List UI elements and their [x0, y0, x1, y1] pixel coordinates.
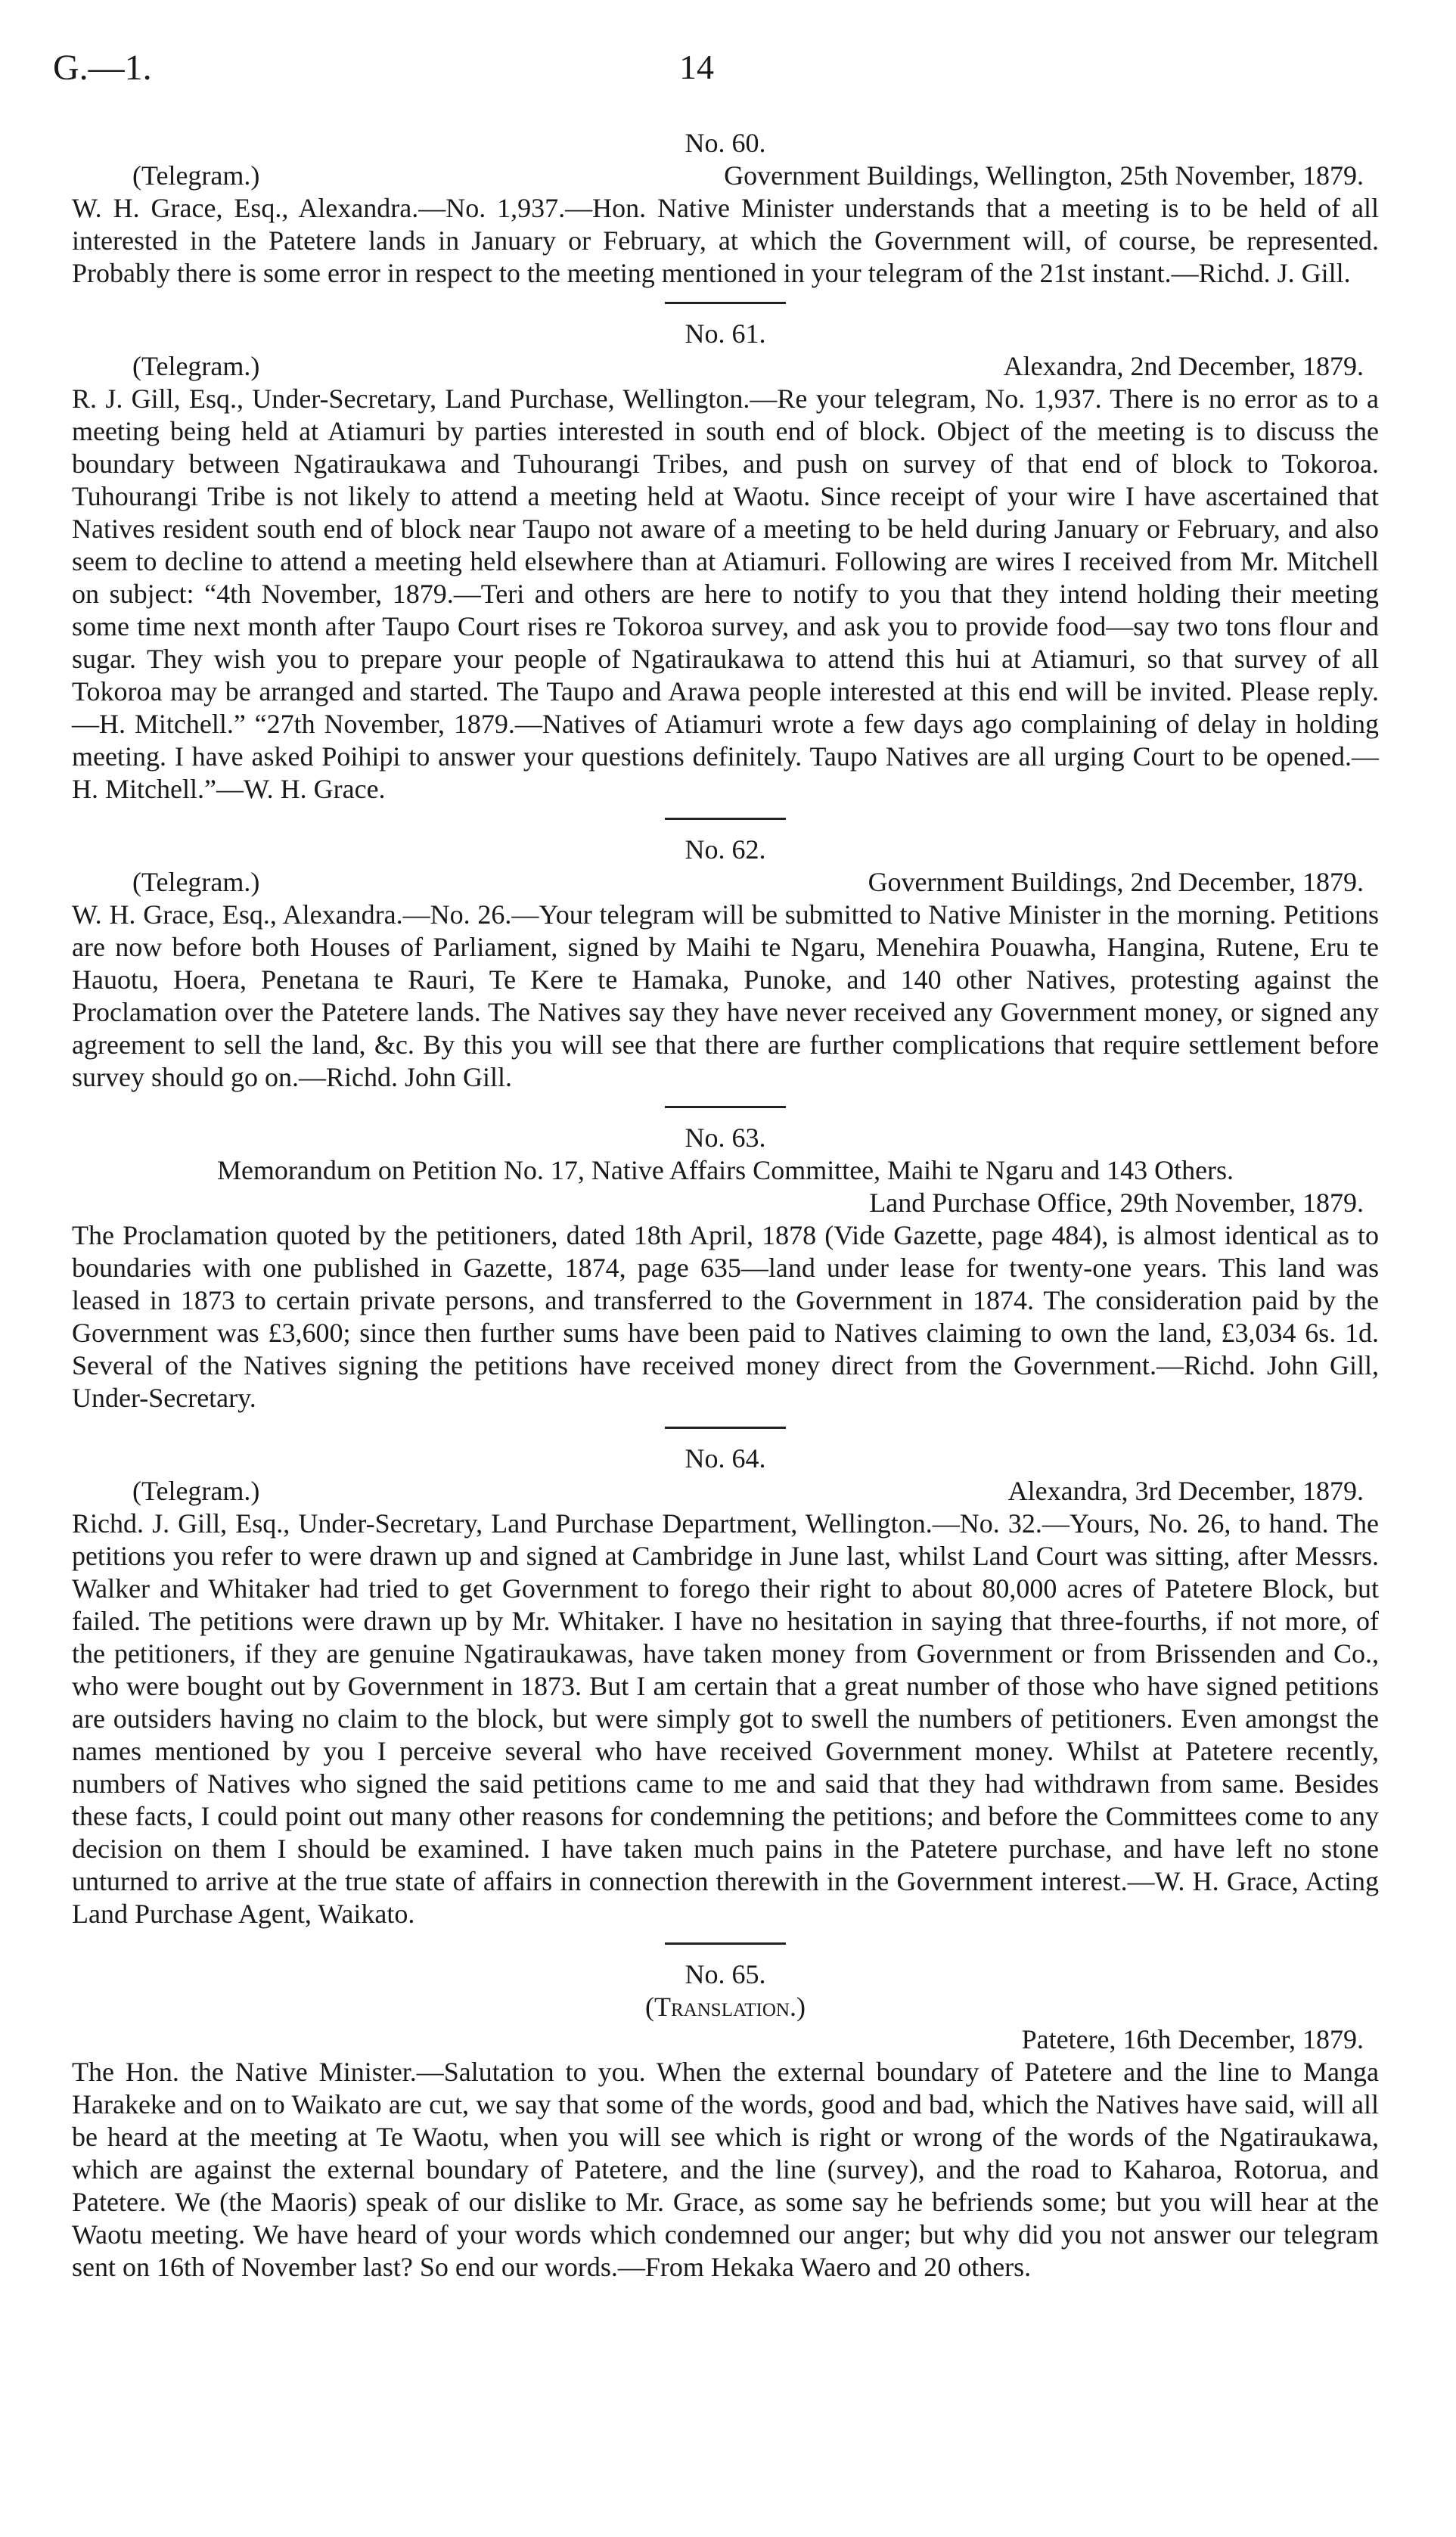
entry-60	[72, 127, 1379, 290]
entry-number: No. 63.	[685, 1123, 766, 1153]
entry-text: The Hon. the Native Minister.—Salutation to you. When the external boundary of Patetere and the line to Manga Harakeke and on to Waikato are cut, we say that some of the words, good and bad, which the Natives have said, will all be heard at the meeting at Te Waotu, when you will see which is right or wrong of the words of the Ngatiraukawa, which are against the external boundary of Patetere, and the line (survey), and the road to Kaharoa, Rotorua, and Patetere. We (the Maoris) speak of our dislike to Mr. Grace, as some say he befriends some; but you will hear at the Waotu meeting. We have heard of your words which condemned our anger; but why did you not answer our telegram sent on 16th of November last? So end our words.—From Hekaka Waero and 20 others.	[72, 2057, 1379, 2282]
entry-text: W. H. Grace, Esq., Alexandra.—No. 1,937.—Hon. Native Minister understands that a meeting is to be held of all interested in the Patetere lands in January or February, at which the Government will, of course, be represented. Probably there is some error in respect to the meeting mentioned in your telegram of the 21st instant.—Richd. J. Gill.	[72, 193, 1379, 288]
page-reference: G.—1.	[53, 48, 152, 88]
divider	[665, 1942, 786, 1945]
telegram-label: (Telegram.)	[132, 160, 260, 191]
page-number: 14	[679, 48, 714, 86]
divider	[665, 818, 786, 820]
entry-62	[72, 834, 1379, 1094]
page-body	[72, 127, 1379, 2284]
entry-text: R. J. Gill, Esq., Under-Secretary, Land Purchase, Wellington.—Re your telegram, No. 1,937. There is no error as to a meeting being held at Atiamuri by parties interested in south end of block. Object of the meeting is to discuss the boundary between Ngatiraukawa and Tuhourangi Tribes, and push on survey of that end of block to Tokoroa. Tuhourangi Tribe is not likely to attend a meeting held at Waotu. Since receipt of your wire I have ascertained that Natives resident south end of block near Taupo not aware of a meeting to be held during January or February, and also seem to decline to attend a meeting held elsewhere than at Atiamuri. Following are wires I received from Mr. Mitchell on subject: “4th November, 1879.—Teri and others are here to notify to you that they intend holding their meeting some time next month after Taupo Court rises re Tokoroa survey, and ask you to provide food—say two tons flour and sugar. They wish you to prepare your people of Ngatiraukawa to attend this hui at Atiamuri, so that survey of all Tokoroa may be arranged and started. The Taupo and Arawa people interested at this end will be invited. Please reply.—H. Mitchell.” “27th November, 1879.—Natives of Atiamuri wrote a few days ago complaining of delay in holding meeting. I have asked Poihipi to answer your questions definitely. Taupo Natives are all urging Court to be opened.—H. Mitchell.”—W. H. Grace.	[72, 384, 1379, 804]
place-date: Alexandra, 2nd December, 1879.	[1003, 351, 1364, 381]
entry-number: No. 60.	[685, 128, 766, 158]
telegram-label: (Telegram.)	[132, 867, 260, 897]
memorandum-title: Memorandum on Petition No. 17, Native Affairs Committee, Maihi te Ngaru and 143 Others.	[216, 1155, 1234, 1185]
entry-text: The Proclamation quoted by the petitioners, dated 18th April, 1878 (Vide Gazette, page 484), is almost identical as to boundaries with one published in Gazette, 1874, page 635—land under lease for twenty-one years. This land was leased in 1873 to certain private persons, and transferred to the Government in 1874. The consideration paid by the Government was £3,600; since then further sums have been paid to Natives claiming to own the land, £3,034 6s. 1d. Several of the Natives signing the petitions have received money direct from the Government.—Richd. John Gill, Under-Secretary.	[72, 1220, 1379, 1413]
entry-number: No. 61.	[685, 318, 766, 349]
entry-61	[72, 318, 1379, 806]
telegram-label: (Telegram.)	[132, 1476, 260, 1506]
place-date: Land Purchase Office, 29th November, 1879.	[869, 1188, 1364, 1218]
entry-text: W. H. Grace, Esq., Alexandra.—No. 26.—Your telegram will be submitted to Native Minister in the morning. Petitions are now before both Houses of Parliament, signed by Maihi te Ngaru, Menehira Pouawha, Hangina, Rutene, Eru te Hauotu, Hoera, Penetana te Rauri, Te Kere te Hamaka, Punoke, and 140 other Natives, protesting against the Proclamation over the Patetere lands. The Natives say they have never received any Government money, or signed any agreement to sell the land, &c. By this you will see that there are further complications that require settlement before survey should go on.—Richd. John Gill.	[72, 899, 1379, 1092]
entry-number: No. 62.	[685, 834, 766, 865]
place-date: Alexandra, 3rd December, 1879.	[1007, 1476, 1364, 1506]
place-date: Patetere, 16th December, 1879.	[1021, 2024, 1364, 2054]
entry-63	[72, 1122, 1379, 1414]
place-date: Government Buildings, 2nd December, 1879.	[868, 867, 1364, 897]
entry-number: No. 65.	[685, 1959, 766, 1989]
place-date: Government Buildings, Wellington, 25th November, 1879.	[724, 160, 1364, 191]
divider	[665, 1106, 786, 1108]
telegram-label: (Telegram.)	[132, 351, 260, 381]
divider	[665, 1427, 786, 1429]
translation-label: (Translation.)	[645, 1992, 806, 2022]
entry-text: Richd. J. Gill, Esq., Under-Secretary, Land Purchase Department, Wellington.—No. 32.—Yours, No. 26, to hand. The petitions you refer to were drawn up and signed at Cambridge in June last, whilst Land Court was sitting, after Messrs. Walker and Whitaker had tried to get Government to forego their right to about 80,000 acres of Patetere Block, but failed. The petitions were drawn up by Mr. Whitaker. I have no hesitation in saying that three-fourths, if not more, of the petitioners, if they are genuine Ngatiraukawas, have taken money from Government or from Brissenden and Co., who were bought out by Government in 1873. But I am certain that a great number of those who have signed petitions are outsiders having no claim to the block, but were simply got to swell the numbers of petitioners. Even amongst the names mentioned by you I perceive several who have received Government money. Whilst at Patetere recently, numbers of Natives who signed the said petitions came to me and said that they had withdrawn from same. Besides these facts, I could point out many other reasons for condemning the petitions; and before the Committees come to any decision on them I should be examined. I have taken much pains in the Patetere purchase, and have left no stone unturned to arrive at the true state of affairs in connection therewith in the Government interest.—W. H. Grace, Acting Land Purchase Agent, Waikato.	[72, 1508, 1379, 1929]
entry-number: No. 64.	[685, 1443, 766, 1473]
entry-65	[72, 1958, 1379, 2284]
entry-64	[72, 1442, 1379, 1930]
divider	[665, 302, 786, 304]
